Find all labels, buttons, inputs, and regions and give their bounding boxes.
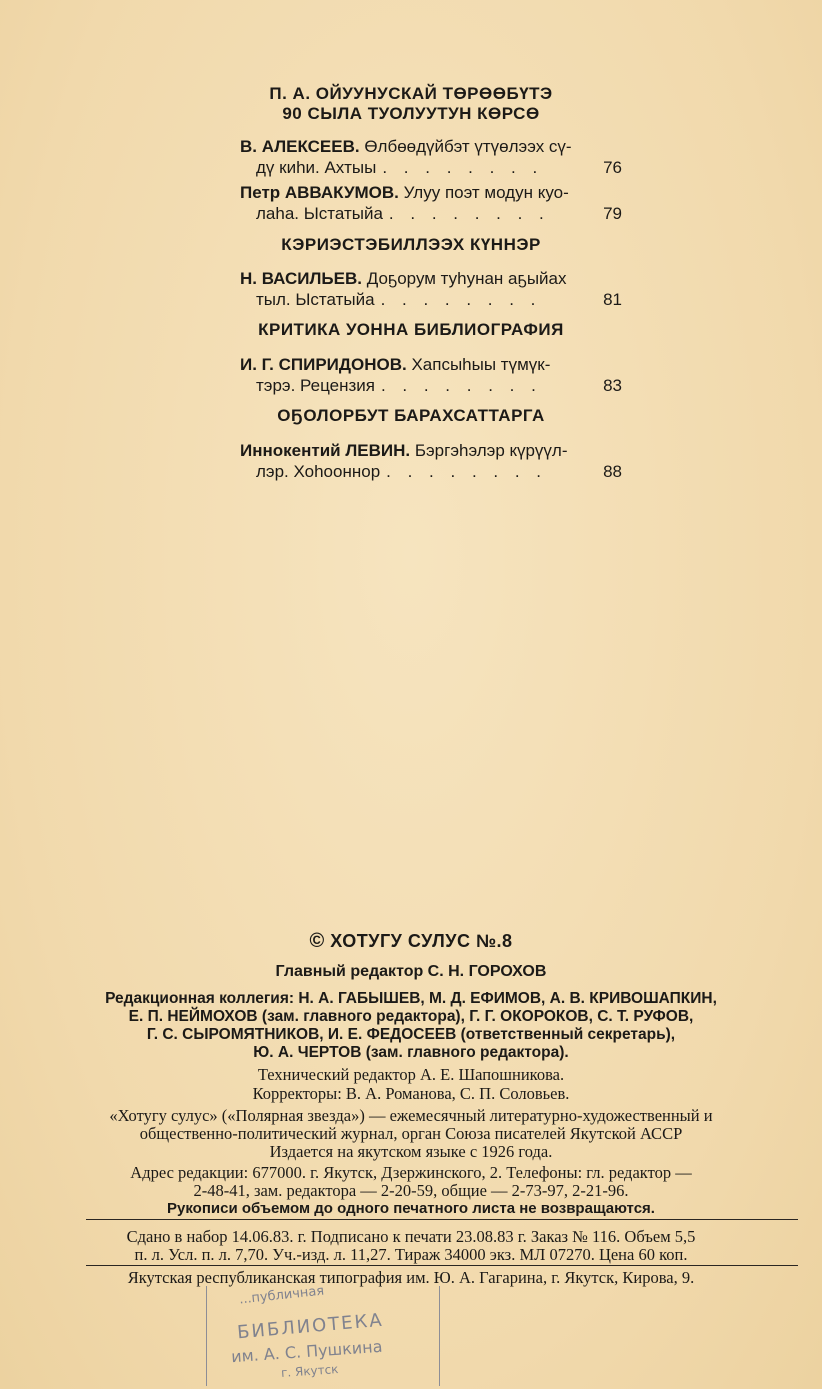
journal-description: общественно-политический журнал, орган Союза писателей Якутской АССР [139,1124,683,1143]
leader-dots: . . . . . . . . [388,204,550,223]
divider [86,1219,798,1220]
correctors: Корректоры: В. А. Романова, С. П. Соловьев. [252,1084,570,1103]
entry-page-number: 88 [603,462,622,481]
entry-title-line1: Хапсыһыы түмүк- [411,355,551,374]
entry-author: И. Г. СПИРИДОНОВ. [240,355,407,374]
entry-author: Петр АВВАКУМОВ. [240,183,399,202]
leader-dots: . . . . . . . . [386,462,548,481]
entry-title-line1: Өлбөөдүйбэт үтүөлээх сү- [364,137,572,156]
leader-dots: . . . . . . . . [380,376,542,395]
entry-author: Н. ВАСИЛЬЕВ. [240,269,362,288]
entry-title-line2: лэр. Хоһооннор [256,462,381,481]
special-section-subtitle: 90 СЫЛА ТУОЛУУТУН КӨРСӨ [282,104,540,123]
entry-title-line2: тэрэ. Рецензия [256,376,375,395]
stamp-text: ...публичная [238,1283,325,1308]
entry-title-line2: тыл. Ыстатыйа [256,290,375,309]
tech-editor: Технический редактор А. Е. Шапошникова. [257,1065,565,1084]
section-title: ОҔОЛОРБУТ БАРАХСАТТАРГА [277,406,545,425]
section-title: КРИТИКА УОННА БИБЛИОГРАФИЯ [258,320,564,339]
library-stamp [206,1283,440,1386]
print-details: Сдано в набор 14.06.83. г. Подписано к печати 23.08.83 г. Заказ № 116. Объем 5,5 [126,1227,696,1246]
toc-entry[interactable] [240,440,622,482]
editorial-address: Адрес редакции: 677000. г. Якутск, Дзержинского, 2. Телефоны: гл. редактор — [130,1163,692,1182]
divider [86,1265,798,1266]
manuscripts-notice: Рукописи объемом до одного печатного листа не возвращаются. [167,1200,655,1217]
entry-author: В. АЛЕКСЕЕВ. [240,137,360,156]
entry-title-line1: Бэргэһэлэр күрүүл- [414,441,568,460]
entry-title-line1: Доҕорум туһунан аҕыйах [366,269,567,288]
entry-page-number: 81 [603,290,622,309]
editorial-board-line: Е. П. НЕЙМОХОВ (зам. главного редактора), Г. Г. ОКОРОКОВ, С. Т. РУФОВ, [128,1008,694,1025]
editorial-board-line: Г. С. СЫРОМЯТНИКОВ, И. Е. ФЕДОСЕЕВ (ответственный секретарь), [146,1026,676,1043]
toc-entry[interactable] [240,136,622,178]
entry-page-number: 79 [603,204,622,223]
entry-page-number: 76 [603,158,622,177]
copyright-icon: © [309,930,325,952]
leader-dots: . . . . . . . . [380,290,542,309]
editorial-address: 2-48-41, зам. редактора — 2-20-59, общие — 2-73-97, 2-21-96. [193,1181,629,1200]
printing-house: Якутская республиканская типография им. Ю. А. Гагарина, г. Якутск, Кирова, 9. [127,1268,695,1287]
journal-issue: ХОТУГУ СУЛУС №.8 [330,931,513,951]
entry-page-number: 83 [603,376,622,395]
entry-title-line2: дү киһи. Ахтыы [256,158,377,177]
stamp-text: БИБЛИОТЕКА [236,1309,385,1344]
special-section-title: П. А. ОЙУУНУСКАЙ ТӨРӨӨБҮТЭ [269,84,553,103]
print-details: п. л. Усл. п. л. 7,70. Уч.-изд. л. 11,27. Тираж 34000 экз. МЛ 07270. Цена 60 коп. [134,1245,688,1264]
editorial-board-line: Редакционная коллегия: Н. А. ГАБЫШЕВ, М. Д. ЕФИМОВ, А. В. КРИВОШАПКИН, [105,990,717,1007]
journal-description: Издается на якутском языке с 1926 года. [269,1142,553,1161]
toc-entry[interactable] [240,354,622,396]
entry-title-line2: лаһа. Ыстатыйа [256,204,383,223]
entry-author: Иннокентий ЛЕВИН. [240,441,411,460]
toc-entry[interactable] [240,268,622,310]
stamp-text: г. Якутск [280,1362,339,1380]
stamp-text: им. А. С. Пушкина [230,1336,384,1367]
chief-editor: Главный редактор С. Н. ГОРОХОВ [275,963,547,980]
journal-description: «Хотугу сулус» («Полярная звезда») — ежемесячный литературно-художественный и [109,1106,713,1125]
section-title: КЭРИЭСТЭБИЛЛЭЭХ КҮННЭР [281,235,541,254]
editorial-board-line: Ю. А. ЧЕРТОВ (зам. главного редактора). [253,1044,569,1061]
leader-dots: . . . . . . . . [382,158,544,177]
toc-entry[interactable] [240,182,622,224]
entry-title-line1: Улуу поэт модун куо- [403,183,569,202]
journal-issue-line [0,930,822,953]
